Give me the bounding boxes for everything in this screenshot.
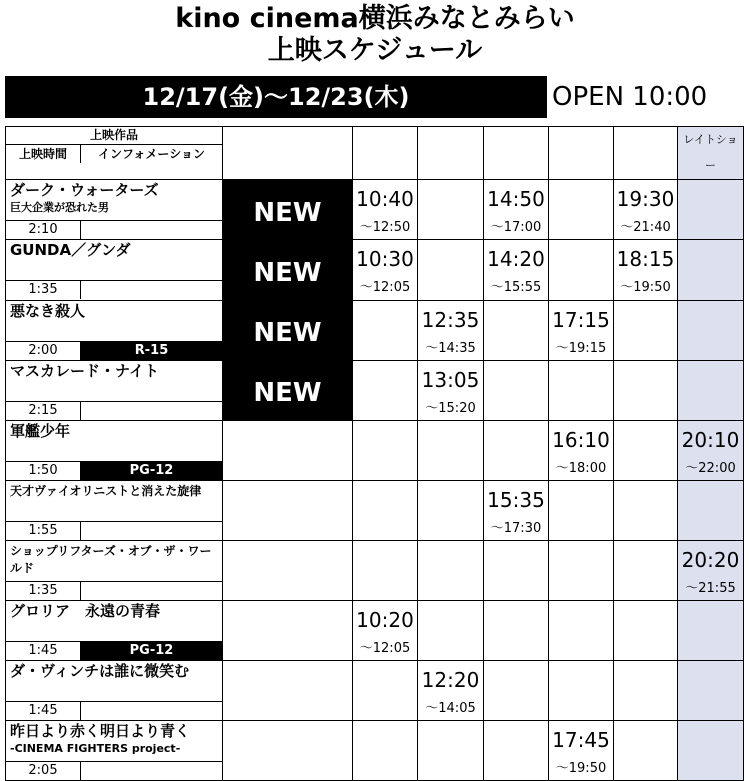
film-title: グロリア 永遠の青春 bbox=[10, 602, 161, 620]
showtime-start: 14:50 bbox=[487, 187, 545, 211]
showtime-slot bbox=[418, 240, 484, 300]
film-info-cell bbox=[6, 481, 223, 541]
showtime-end: ～21:55 bbox=[685, 581, 736, 596]
film-rating-badge bbox=[81, 281, 222, 299]
film-rating-badge bbox=[81, 582, 222, 600]
showtime-slot bbox=[614, 360, 678, 420]
film-rating-badge bbox=[81, 762, 222, 780]
film-subtitle: 巨大企業が恐れた男 bbox=[10, 201, 109, 214]
film-row bbox=[6, 541, 744, 601]
showtime-start: 17:15 bbox=[552, 307, 610, 332]
showtime-slot bbox=[614, 300, 678, 360]
showtime-start: 13:05 bbox=[421, 367, 480, 392]
film-duration: 2:15 bbox=[6, 402, 81, 420]
film-duration: 1:50 bbox=[6, 462, 81, 480]
film-duration: 2:05 bbox=[6, 762, 81, 780]
cinema-name-title: kino cinema横浜みなとみらい bbox=[175, 3, 575, 34]
header-cell bbox=[614, 127, 678, 180]
showtime-slot bbox=[614, 180, 678, 240]
film-title: 軍艦少年 bbox=[10, 422, 71, 440]
film-duration: 2:00 bbox=[6, 342, 81, 360]
film-row bbox=[6, 300, 744, 360]
info-cell bbox=[223, 721, 353, 781]
showtime-slot bbox=[484, 360, 549, 420]
showtime-slot bbox=[353, 300, 418, 360]
showtime-end: ～19:15 bbox=[555, 340, 607, 356]
film-rating-badge bbox=[81, 522, 222, 540]
showtime-slot bbox=[484, 240, 549, 300]
header-cell bbox=[418, 127, 484, 180]
showtime-slot bbox=[549, 300, 614, 360]
showtime-slot bbox=[614, 721, 678, 781]
late-show-header: レイトショー bbox=[678, 127, 744, 180]
showtime-start: 16:10 bbox=[552, 428, 610, 452]
showtime-end: ～12:05 bbox=[359, 641, 411, 656]
header-cell bbox=[549, 127, 614, 180]
film-title: ダーク・ウォーターズ bbox=[10, 181, 159, 199]
film-row bbox=[6, 601, 744, 661]
showtime-start: 19:30 bbox=[616, 187, 675, 211]
showtime-slot bbox=[614, 240, 678, 300]
showtime-end: ～17:30 bbox=[490, 521, 542, 536]
info-cell bbox=[223, 421, 353, 481]
showtime-slot bbox=[549, 721, 614, 781]
showtime-slot bbox=[418, 661, 484, 721]
showtime-start: 12:20 bbox=[421, 668, 480, 692]
header-cell bbox=[223, 127, 353, 180]
showtime-slot bbox=[484, 481, 549, 541]
showtime-slot bbox=[353, 180, 418, 240]
showtime-slot bbox=[549, 360, 614, 420]
film-title: 悪なき殺人 bbox=[10, 301, 86, 320]
film-duration: 1:35 bbox=[6, 281, 81, 299]
showtime-slot bbox=[549, 661, 614, 721]
header-cell bbox=[484, 127, 549, 180]
showtime-slot bbox=[418, 481, 484, 541]
film-subtitle: -CINEMA FIGHTERS project- bbox=[10, 742, 181, 755]
showtime-slot bbox=[614, 481, 678, 541]
late-show-slot bbox=[678, 180, 744, 240]
showtime-end: ～18:00 bbox=[555, 461, 607, 476]
info-cell bbox=[223, 601, 353, 661]
film-row bbox=[6, 661, 744, 721]
showtime-slot bbox=[614, 421, 678, 481]
showtime-slot bbox=[353, 721, 418, 781]
showtime-start: 10:20 bbox=[356, 608, 414, 632]
film-info-cell bbox=[6, 360, 223, 420]
showtime-slot bbox=[549, 601, 614, 661]
showtime-end: ～15:20 bbox=[425, 400, 476, 416]
film-title: GUNDA／グンダ bbox=[10, 241, 131, 260]
showtime-slot bbox=[484, 541, 549, 601]
showtime-end: ～12:05 bbox=[359, 280, 411, 296]
showtime-slot bbox=[484, 421, 549, 481]
new-badge: NEW bbox=[253, 198, 322, 228]
film-info-cell bbox=[6, 421, 223, 481]
late-show-slot bbox=[678, 541, 744, 601]
showtime-slot bbox=[353, 661, 418, 721]
showtime-start: 15:35 bbox=[487, 488, 545, 512]
late-show-slot bbox=[678, 721, 744, 781]
showtime-start: 10:30 bbox=[356, 247, 414, 272]
showtime-end: ～15:55 bbox=[490, 280, 542, 296]
showtime-end: ～14:35 bbox=[425, 340, 476, 356]
showtime-slot bbox=[418, 180, 484, 240]
film-duration: 1:45 bbox=[6, 642, 81, 660]
film-rating-badge: PG-12 bbox=[81, 462, 222, 480]
late-show-slot bbox=[678, 481, 744, 541]
film-info-cell bbox=[6, 300, 223, 360]
new-badge-column bbox=[223, 180, 353, 421]
late-show-slot bbox=[678, 240, 744, 300]
showtime-end: ～12:50 bbox=[359, 220, 411, 235]
showtime-end: ～14:05 bbox=[425, 701, 476, 716]
header-film-cell bbox=[6, 127, 223, 180]
film-info-cell bbox=[6, 541, 223, 601]
info-cell bbox=[223, 541, 353, 601]
late-show-slot bbox=[678, 661, 744, 721]
showtime-slot bbox=[418, 721, 484, 781]
table-header-row bbox=[6, 127, 744, 180]
showtime-slot bbox=[353, 481, 418, 541]
showtime-end: ～19:50 bbox=[555, 761, 607, 776]
film-duration: 1:35 bbox=[6, 582, 81, 600]
showtime-slot bbox=[484, 721, 549, 781]
info-label: インフォメーション bbox=[98, 147, 205, 161]
film-info-cell bbox=[6, 661, 223, 721]
film-row bbox=[6, 240, 744, 300]
film-duration: 1:45 bbox=[6, 702, 81, 720]
showtime-slot bbox=[484, 180, 549, 240]
showtime-slot bbox=[353, 360, 418, 420]
film-row bbox=[6, 421, 744, 481]
showtime-slot bbox=[418, 601, 484, 661]
showtime-end: ～17:00 bbox=[490, 220, 542, 235]
showtime-end: ～19:50 bbox=[620, 280, 671, 296]
showtime-slot bbox=[418, 360, 484, 420]
films-label: 上映作品 bbox=[6, 127, 222, 145]
film-title: マスカレード・ナイト bbox=[10, 361, 159, 380]
film-row bbox=[6, 721, 744, 781]
film-info-cell bbox=[6, 721, 223, 781]
showtime-end: ～21:40 bbox=[620, 220, 671, 235]
showtime-slot bbox=[549, 180, 614, 240]
film-title: 天才ヴァイオリニストと消えた旋律 bbox=[10, 484, 202, 498]
new-badge: NEW bbox=[253, 258, 322, 288]
showtime-slot bbox=[549, 421, 614, 481]
late-show-slot bbox=[678, 360, 744, 420]
film-row bbox=[6, 360, 744, 420]
showtime-slot bbox=[614, 661, 678, 721]
showtime-slot bbox=[484, 300, 549, 360]
showtime-slot bbox=[418, 421, 484, 481]
film-info-cell bbox=[6, 601, 223, 661]
showtime-slot bbox=[418, 541, 484, 601]
new-badge: NEW bbox=[253, 378, 322, 408]
date-range-banner: 12/17(金)～12/23(木) bbox=[5, 76, 547, 118]
film-duration: 1:55 bbox=[6, 522, 81, 540]
showtime-end: ～22:00 bbox=[685, 461, 736, 476]
film-rating-badge bbox=[81, 221, 222, 239]
showtime-slot bbox=[549, 541, 614, 601]
showtime-start: 10:40 bbox=[356, 187, 414, 211]
showtime-slot bbox=[614, 541, 678, 601]
showtime-slot bbox=[353, 421, 418, 481]
film-title: ショップリフターズ・オブ・ザ・ワールド bbox=[10, 544, 212, 575]
showtime-start: 18:15 bbox=[616, 247, 675, 272]
film-title: 昨日より赤く明日より青く bbox=[10, 722, 191, 740]
info-cell bbox=[223, 661, 353, 721]
showtime-slot bbox=[549, 481, 614, 541]
showtime-start: 12:35 bbox=[421, 307, 480, 332]
info-cell bbox=[223, 481, 353, 541]
film-row bbox=[6, 481, 744, 541]
showtime-start: 20:20 bbox=[681, 548, 740, 572]
showtime-slot bbox=[549, 240, 614, 300]
schedule-table bbox=[5, 126, 744, 781]
late-show-slot bbox=[678, 300, 744, 360]
film-info-cell bbox=[6, 240, 223, 300]
film-rating-badge: PG-12 bbox=[81, 642, 222, 660]
showtime-slot bbox=[484, 661, 549, 721]
open-time: OPEN 10:00 bbox=[552, 82, 708, 112]
showtime-slot bbox=[418, 300, 484, 360]
showtime-slot bbox=[353, 541, 418, 601]
showtime-start: 17:45 bbox=[552, 728, 610, 752]
showtime-start: 20:10 bbox=[681, 428, 740, 452]
film-row bbox=[6, 180, 744, 240]
late-show-slot bbox=[678, 421, 744, 481]
film-rating-badge bbox=[81, 402, 222, 420]
schedule-title: 上映スケジュール bbox=[267, 35, 483, 66]
showtime-slot bbox=[353, 601, 418, 661]
film-duration: 2:10 bbox=[6, 221, 81, 239]
showtime-slot bbox=[614, 601, 678, 661]
showtime-slot bbox=[353, 240, 418, 300]
late-show-slot bbox=[678, 601, 744, 661]
showtime-start: 14:20 bbox=[487, 247, 545, 272]
film-rating-badge bbox=[81, 702, 222, 720]
film-rating-badge: R-15 bbox=[81, 342, 222, 360]
new-badge: NEW bbox=[253, 318, 322, 348]
showtime-slot bbox=[484, 601, 549, 661]
duration-label: 上映時間 bbox=[6, 145, 81, 163]
film-title: ダ・ヴィンチは誰に微笑む bbox=[10, 662, 190, 680]
header-cell bbox=[353, 127, 418, 180]
film-info-cell bbox=[6, 180, 223, 240]
